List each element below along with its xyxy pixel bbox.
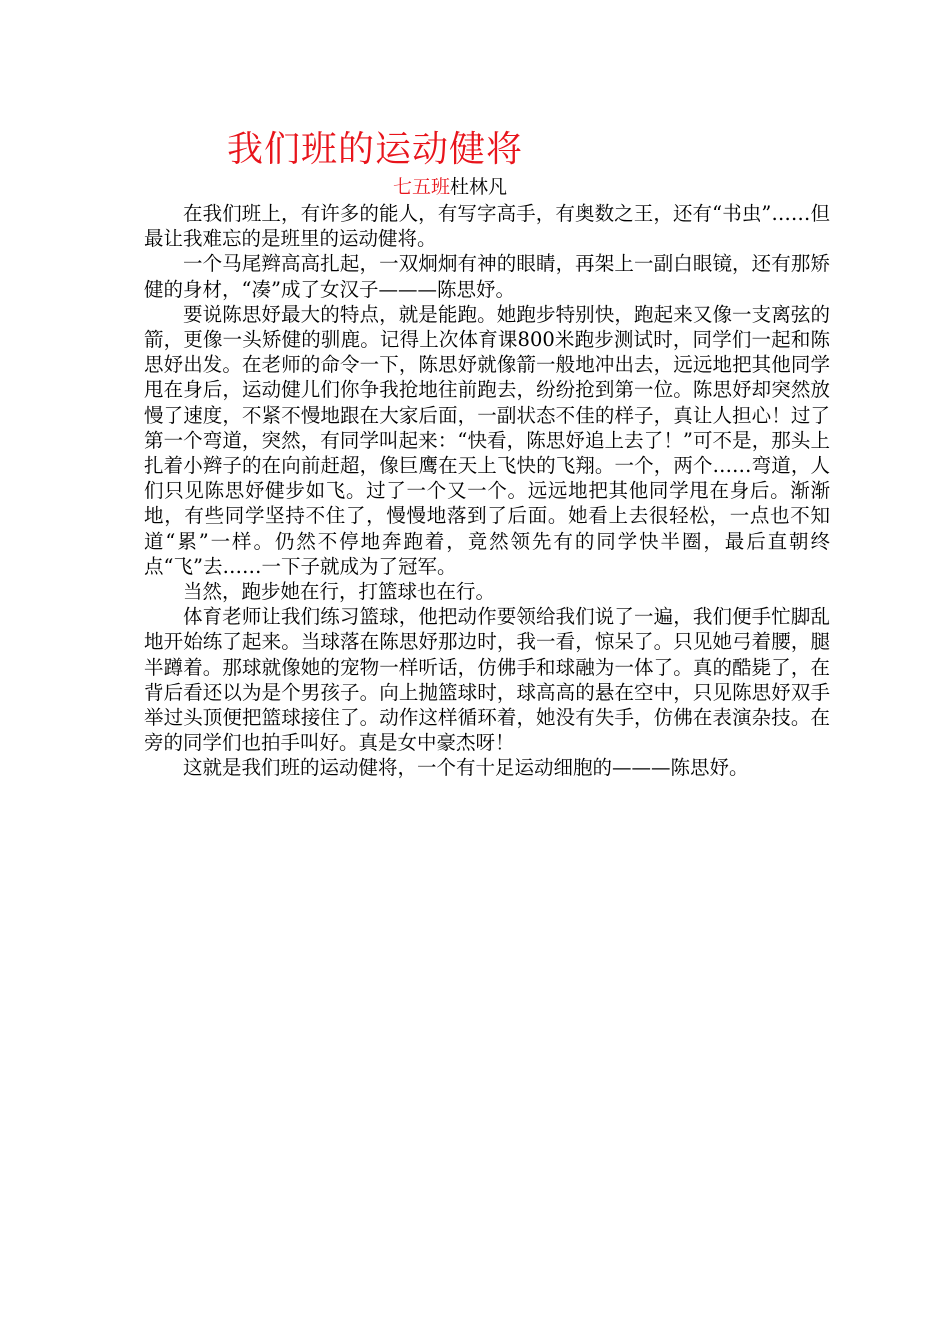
paragraph: 一个马尾辫高高扎起，一双炯炯有神的眼睛，再架上一副白眼镜，还有那矫健的身材，“凑”成了女汉子———陈思妤。 (144, 252, 830, 301)
byline-class: 七五班 (392, 176, 450, 198)
paragraph: 这就是我们班的运动健将，一个有十足运动细胞的———陈思妤。 (183, 756, 749, 780)
paragraph: 当然，跑步她在行，打篮球也在行。 (183, 580, 496, 604)
byline-author: 杜林凡 (450, 176, 508, 198)
page-title: 我们班的运动健将 (226, 129, 523, 170)
byline (0, 174, 900, 200)
paragraph: 在我们班上，有许多的能人，有写字高手，有奥数之王，还有“书虫”……但最让我难忘的是班里的运动健将。 (144, 202, 830, 251)
paragraph: 体育老师让我们练习篮球，他把动作要领给我们说了一遍，我们便手忙脚乱地开始练了起来。当球落在陈思妤那边时，我一看，惊呆了。只见她弓着腰，腿半蹲着。那球就像她的宠物一样听话，仿佛手和球融为一体了。真的酷毙了，在背后看还以为是个男孩子。向上抛篮球时，球高高的悬在空中，只见陈思妤双手举过头顶便把篮球接住了。动作这样循环着，她没有失手，仿佛在表演杂技。在旁的同学们也拍手叫好。真是女中豪杰呀！ (144, 605, 830, 755)
article-body (144, 201, 830, 781)
paragraph: 要说陈思妤最大的特点，就是能跑。她跑步特别快，跑起来又像一支离弦的箭，更像一头矫健的驯鹿。记得上次体育课800米跑步测试时，同学们一起和陈思妤出发。在老师的命令一下，陈思妤就像箭一般地冲出去，远远地把其他同学甩在身后，运动健儿们你争我抢地往前跑去，纷纷抢到第一位。陈思妤却突然放慢了速度，不紧不慢地跟在大家后面，一副状态不佳的样子，真让人担心！过了第一个弯道，突然，有同学叫起来：“快看，陈思妤追上去了！”可不是，那头上扎着小辫子的在向前赶超，像巨鹰在天上飞快的飞翔。一个，两个……弯道，人们只见陈思妤健步如飞。过了一个又一个。远远地把其他同学甩在身后。渐渐地，有些同学坚持不住了，慢慢地落到了后面。她看上去很轻松，一点也不知道“累”一样。仍然不停地奔跑着，竟然领先有的同学快半圈，最后直朝终点“飞”去……一下子就成为了冠军。 (144, 302, 830, 578)
